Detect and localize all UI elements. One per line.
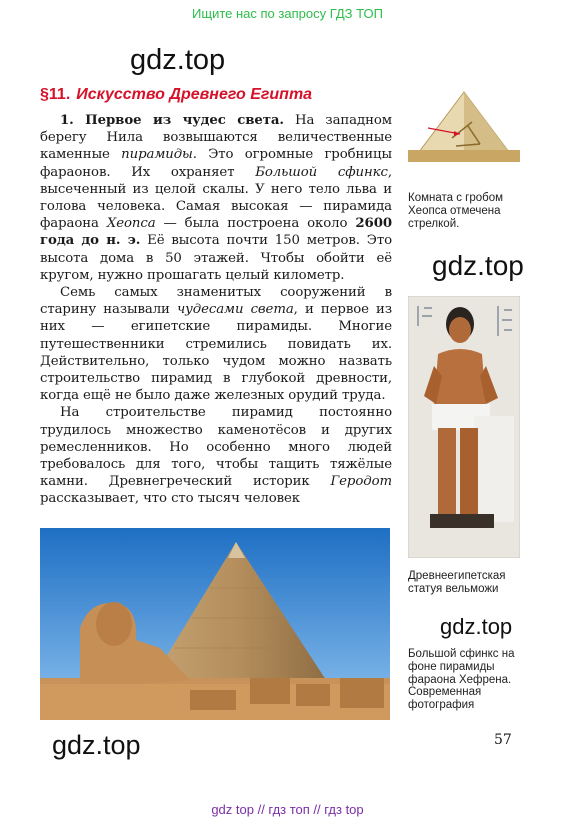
subsection-title: 1. Первое из чудес света.: [60, 113, 284, 128]
term: Большой сфинкс: [255, 164, 388, 180]
caption-pyramid-room: Комната с гробом Хеопса отмечена стрелкой.: [408, 192, 504, 230]
term: Геродот: [330, 474, 392, 490]
watermark: gdz.top: [432, 250, 524, 281]
term: чудесами света: [176, 302, 294, 318]
text-run: Семь самых знаменитых сооружений в старину называли: [40, 285, 392, 318]
section-number: §11.: [40, 86, 71, 103]
paragraph-1: [40, 112, 392, 284]
text-run: . Это огромные гробницы фараонов. Их охраняет: [40, 147, 392, 180]
text-run: На западном берегу Нила возвышаются величественные каменные: [40, 113, 392, 163]
section-heading: [40, 86, 312, 104]
paragraph-3: [40, 404, 392, 507]
term: Хеопса: [106, 216, 156, 232]
text-run: Её высота почти 150 метров. Это высота дома в 50 этажей. Чтобы обойти её кругом, нужно прошагать целый километр.: [40, 233, 393, 283]
page-number: 57: [494, 732, 512, 748]
caption-sphinx: Большой сфинкс на фоне пирамиды фараона Хефрена. Современная фотография: [408, 648, 515, 712]
watermark: gdz.top: [440, 614, 513, 639]
statue-image: [408, 296, 520, 558]
watermark: gdz.top: [52, 730, 141, 760]
term: пирамиды: [121, 147, 193, 163]
text-run: , высеченный из целой скалы. У него тело льва и голова человека. Самая высокая — пирамида фараона: [40, 164, 392, 232]
date-highlight: 2600 года до н. э.: [40, 216, 392, 249]
text-run: , и первое из них — египетские пирамиды. Многие путешественники стремились повидать их. Действительно, только чудом можно назвать строительство пирамид в глубокой древности, когда ещё не было даже железных орудий труда.: [40, 302, 392, 404]
sphinx-pyramid-photo: [40, 528, 390, 720]
paragraph-2: [40, 284, 392, 404]
watermark: gdz.top: [130, 44, 226, 76]
top-banner: Ищите нас по запросу ГДЗ ТОП: [192, 6, 383, 21]
text-run: На строительстве пирамид постоянно трудилось множество каменотёсов и других ремесленников. Но особенно много людей требовалось для того, чтобы тащить тяжёлые камни. Древнегреческий историк: [40, 405, 392, 490]
caption-statue: Древнеегипетская статуя вельможи: [408, 570, 506, 595]
pyramid-cross-section-image: [408, 88, 520, 162]
footer-watermark: gdz top // гдз топ // гдз top: [211, 802, 364, 817]
section-title: Искусство Древнего Египта: [76, 86, 313, 103]
main-text: [40, 112, 392, 508]
text-run: рассказывает, что сто тысяч человек: [40, 491, 300, 507]
text-run: — была построена около: [155, 216, 356, 232]
